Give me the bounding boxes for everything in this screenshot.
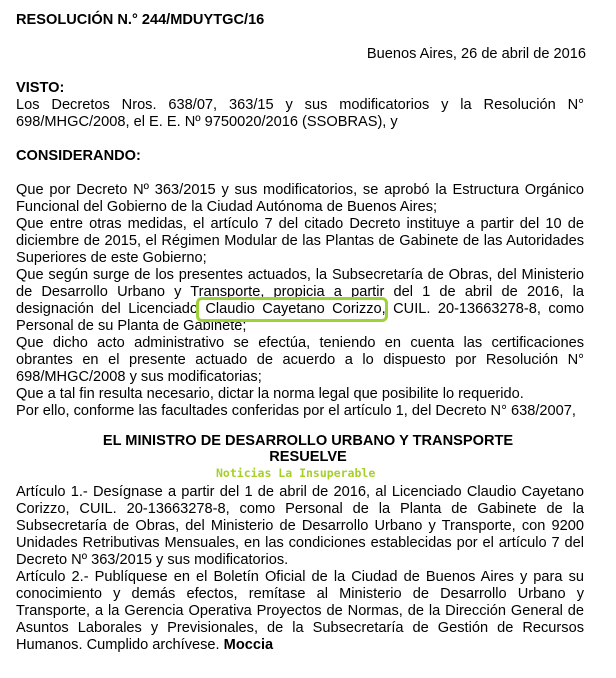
article-last-line	[16, 637, 273, 654]
considerando-line: Que por Decreto Nº 363/2015 y sus modificatorios, se aprobó la Estructura Orgánico	[16, 182, 584, 198]
considerando-line: Superiores de este Gobierno;	[16, 250, 207, 266]
article-line: Artículo 2.- Publíquese en el Boletín Oficial de la Ciudad de Buenos Aires y para su	[16, 569, 584, 585]
article-line: Decreto Nº 363/2015 y sus modificatorios.	[16, 552, 289, 568]
considerando-line: diciembre de 2015, el Régimen Modular de las Plantas de Gabinete de las Autoridades	[16, 233, 584, 249]
article-line: Artículo 1.- Desígnase a partir del 1 de abril de 2016, al Licenciado Claudio Cayetano	[16, 484, 584, 500]
article-line: Asuntos Laborales y Previsionales, de la Subsecretaría de Gestión de Recursos	[16, 620, 584, 636]
considerando-line: 698/MHGC/2008 y sus modificatorias;	[16, 369, 262, 385]
visto-line: 698/MHGC/2008, el E. E. Nº 9750020/2016 (SSOBRAS), y	[16, 114, 398, 130]
signature: Moccia	[223, 637, 274, 653]
article-line: Humanos. Cumplido archívese.	[16, 637, 220, 653]
considerando-label: CONSIDERANDO:	[16, 148, 141, 164]
minister-title: EL MINISTRO DE DESARROLLO URBANO Y TRANSPORTE	[102, 433, 514, 449]
place-date: Buenos Aires, 26 de abril de 2016	[366, 46, 586, 62]
considerando-line: de Desarrollo Urbano y Transporte, propicia a partir del 1 de abril de 2016, la	[16, 284, 584, 300]
resolution-heading: RESOLUCIÓN N.° 244/MDUYTGC/16	[16, 12, 265, 28]
considerando-line: obrantes en el presente actuado de acuerdo a lo dispuesto por Resolución N°	[16, 352, 584, 368]
article-line: Corizzo, CUIL. 20-13663278-8, como Personal de la Planta de Gabinete de la	[16, 501, 584, 517]
article-line: conocimiento y demás efectos, remítase al Ministerio de Desarrollo Urbano y	[16, 586, 584, 602]
considerando-line: Que dicho acto administrativo se efectúa, teniendo en cuenta las certificaciones	[16, 335, 584, 351]
considerando-line: Que a tal fin resulta necesario, dictar la norma legal que posibilite lo requerido.	[16, 386, 524, 402]
visto-line: Los Decretos Nros. 638/07, 363/15 y sus modificatorios y la Resolución N°	[16, 97, 584, 113]
watermark-text: Noticias La Insuperable	[216, 466, 376, 480]
considerando-line: Que según surge de los presentes actuados, la Subsecretaría de Obras, del Ministerio	[16, 267, 584, 283]
considerando-line: designación del Licenciado Claudio Cayetano Corizzo, CUIL. 20-13663278-8, como	[16, 301, 584, 317]
article-line: Subsecretaría de Obras, del Ministerio de Desarrollo Urbano y Transporte, con 9200	[16, 518, 584, 534]
considerando-line: Funcional del Gobierno de la Ciudad Autónoma de Buenos Aires;	[16, 199, 438, 215]
visto-label: VISTO:	[16, 80, 65, 96]
article-line: Transporte, a la Gerencia Operativa Proyectos de Normas, de la Dirección General de	[16, 603, 584, 619]
name-highlight-box	[196, 297, 388, 322]
considerando-line: Que entre otras medidas, el artículo 7 del citado Decreto instituye a partir del 10 de	[16, 216, 584, 232]
resuelve-label: RESUELVE	[269, 449, 347, 465]
considerando-line: Personal de su Planta de Gabinete;	[16, 318, 247, 334]
considerando-line: Por ello, conforme las facultades conferidas por el artículo 1, del Decreto N° 638/2007,	[16, 403, 576, 419]
article-line: Unidades Retributivas Mensuales, en las condiciones establecidas por el artículo 7 del	[16, 535, 584, 551]
